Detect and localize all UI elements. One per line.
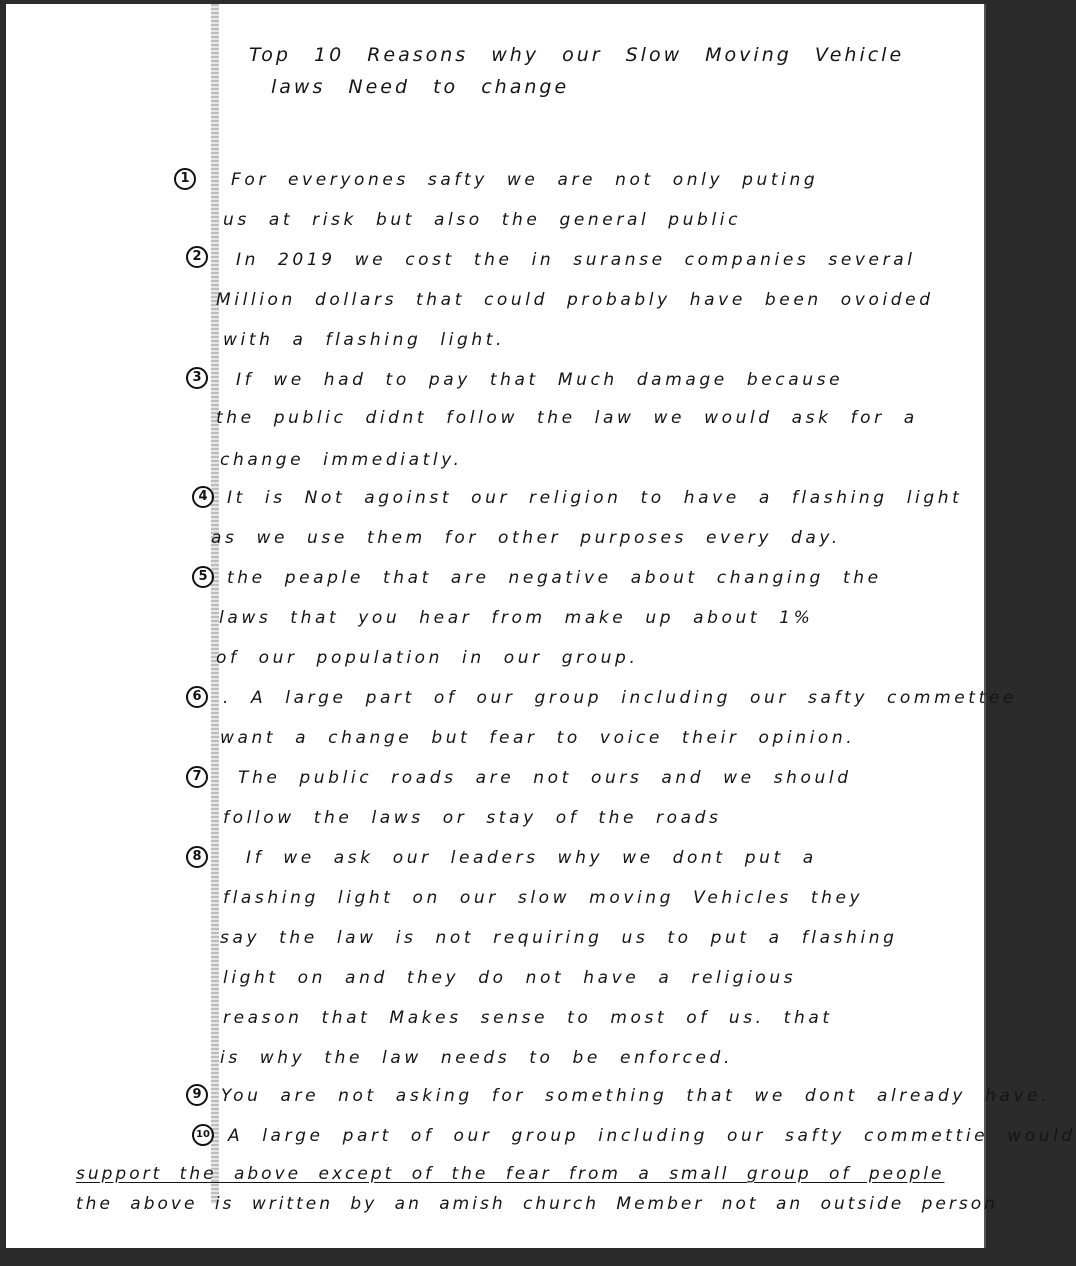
reason-10-number: 10 <box>192 1124 214 1146</box>
reason-2-line-1: In 2019 we cost the in suranse companies several <box>236 250 916 270</box>
footer-line-1: support the above except of the fear from a small group of people <box>76 1164 945 1184</box>
handwritten-letter-page <box>6 4 1076 1248</box>
reason-8-line-2: flashing light on our slow moving Vehicles they <box>223 888 864 908</box>
reason-1-line-1: For everyones safty we are not only puting <box>231 170 819 190</box>
reason-3-number: 3 <box>186 367 208 389</box>
reason-7-line-2: follow the laws or stay of the roads <box>223 808 722 828</box>
reason-6-line-1: . A large part of our group including our safty commettee <box>223 688 1017 708</box>
title-line-1: Top 10 Reasons why our Slow Moving Vehicle <box>249 44 905 66</box>
reason-3-line-2: the public didnt follow the law we would ask for a <box>216 408 918 428</box>
reason-6-line-2: want a change but fear to voice their opinion. <box>220 728 856 748</box>
reason-3-line-1: If we had to pay that Much damage because <box>236 370 844 390</box>
reason-3-line-3: change immediatly. <box>220 450 463 470</box>
scan-border <box>0 1250 992 1266</box>
reason-9-number: 9 <box>186 1084 208 1106</box>
reason-8-number: 8 <box>186 846 208 868</box>
reason-9-line-1: You are not asking for something that we dont already have. <box>221 1086 1051 1106</box>
reason-8-line-6: is why the law needs to be enforced. <box>220 1048 733 1068</box>
reason-2-line-3: with a flashing light. <box>223 330 506 350</box>
reason-8-line-5: reason that Makes sense to most of us. that <box>223 1008 833 1028</box>
reason-1-line-2: us at risk but also the general public <box>223 210 742 230</box>
reason-4-line-2: as we use them for other purposes every day. <box>211 528 841 548</box>
reason-1-number: 1 <box>174 168 196 190</box>
reason-5-number: 5 <box>192 566 214 588</box>
reason-5-line-2: laws that you hear from make up about 1% <box>219 608 814 628</box>
reason-8-line-4: light on and they do not have a religious <box>223 968 797 988</box>
reason-2-number: 2 <box>186 246 208 268</box>
reason-6-number: 6 <box>186 686 208 708</box>
reason-7-line-1: The public roads are not ours and we should <box>238 768 852 788</box>
reason-7-number: 7 <box>186 766 208 788</box>
margin-rule <box>211 4 219 1204</box>
reason-4-number: 4 <box>192 486 214 508</box>
reason-2-line-2: Million dollars that could probably have been ovoided <box>216 290 934 310</box>
reason-5-line-3: of our population in our group. <box>216 648 639 668</box>
reason-5-line-1: the peaple that are negative about changing the <box>227 568 882 588</box>
footer-line-2: the above is written by an amish church Member not an outside person <box>76 1194 998 1214</box>
reason-10-line-1: A large part of our group including our safty commettie would <box>228 1126 1076 1146</box>
reason-8-line-3: say the law is not requiring us to put a flashing <box>220 928 898 948</box>
title-line-2: laws Need to change <box>271 76 570 98</box>
reason-4-line-1: It is Not agoinst our religion to have a flashing light <box>227 488 963 508</box>
reason-8-line-1: If we ask our leaders why we dont put a <box>246 848 817 868</box>
